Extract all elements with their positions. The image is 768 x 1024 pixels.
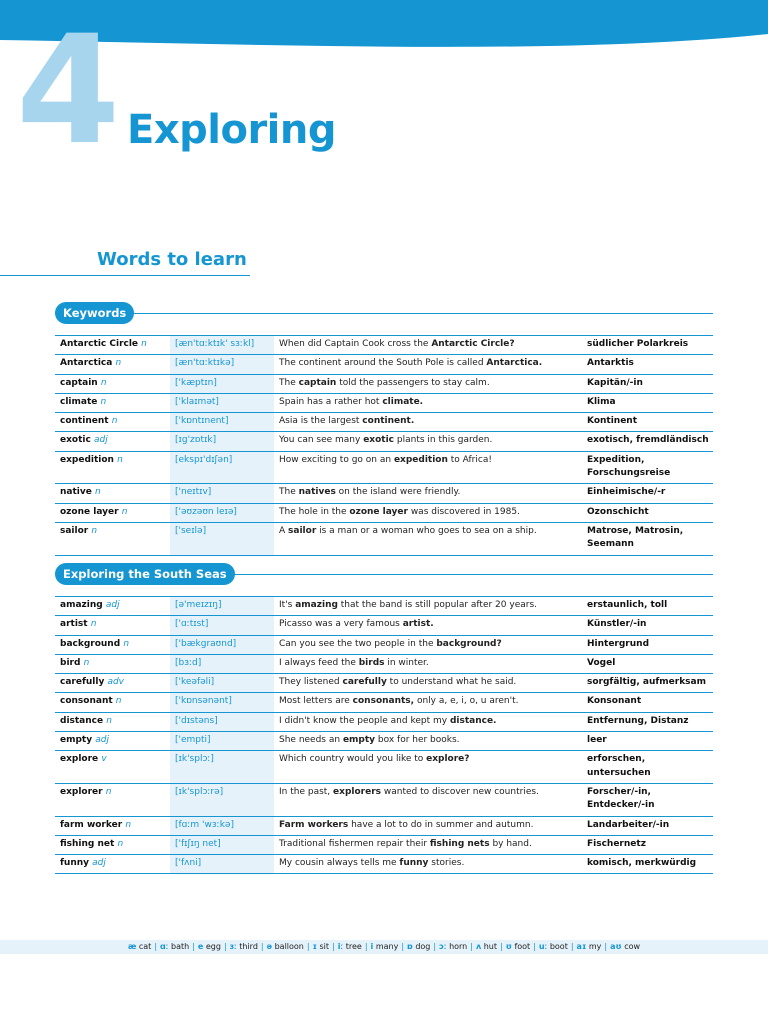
example-sentence xyxy=(274,635,582,654)
example-sentence xyxy=(274,835,582,854)
phonetic-example-word: balloon xyxy=(274,942,304,951)
part-of-speech: n xyxy=(141,339,147,349)
section-heading-rule xyxy=(0,275,250,276)
example-keyword: background? xyxy=(436,638,502,649)
phonetic-symbol: iː xyxy=(337,942,344,951)
part-of-speech: n xyxy=(125,819,132,830)
example-sentence xyxy=(274,693,582,712)
example-sentence xyxy=(274,374,582,393)
part-of-speech: n xyxy=(91,525,98,536)
phonetic-symbol: ə xyxy=(266,942,273,951)
phonetic-example-word: cat xyxy=(138,942,152,951)
pronunciation: [ekspɪ'dɪʃən] xyxy=(170,451,274,484)
phonetic-symbol: e xyxy=(197,942,204,951)
example-keyword: carefully xyxy=(342,677,387,688)
german-translation: Landarbeiter/-in xyxy=(587,819,670,830)
german-translation: erforschen, untersuchen xyxy=(587,754,651,778)
vocab-word-cell xyxy=(55,451,170,484)
vocab-word: explore xyxy=(60,754,99,765)
part-of-speech: n xyxy=(115,696,122,707)
example-keyword: distance. xyxy=(449,715,497,726)
vocab-word: sailor xyxy=(60,525,89,536)
example-keyword: continent. xyxy=(362,416,415,427)
phonetic-example-word: bath xyxy=(170,942,190,951)
vocab-word: distance xyxy=(60,715,104,726)
pronunciation: [ɪk'splɔː] xyxy=(170,751,274,784)
example-post: that the band is still popular after 20 years. xyxy=(337,600,537,610)
example-sentence xyxy=(274,413,582,432)
example-pre: Spain has a rather hot xyxy=(279,396,383,407)
german-translation: Konsonant xyxy=(587,696,642,707)
key-separator: | xyxy=(500,942,503,951)
german-translation: Kapitän/-in xyxy=(587,377,643,388)
vocab-word-cell xyxy=(55,432,170,451)
vocab-word-cell xyxy=(55,484,170,503)
example-sentence xyxy=(274,855,582,874)
vocab-row xyxy=(55,374,713,393)
pronunciation: ['bækgraʊnd] xyxy=(170,635,274,654)
phonetic-example-word: many xyxy=(375,942,399,951)
german-translation: sorgfältig, aufmerksam xyxy=(587,677,706,688)
example-sentence xyxy=(274,355,582,374)
example-sentence xyxy=(274,674,582,693)
pronunciation: ['seɪlə] xyxy=(170,522,274,555)
vocab-word: farm worker xyxy=(60,819,123,830)
vocab-word-cell xyxy=(55,393,170,412)
example-keyword: expedition xyxy=(393,454,448,465)
phonetic-symbol: ɔː xyxy=(439,942,447,951)
key-separator: | xyxy=(192,942,195,951)
phonetic-example-word: foot xyxy=(514,942,531,951)
pronunciation: ['fʌni] xyxy=(170,855,274,874)
vocab-word-cell xyxy=(55,374,170,393)
key-separator: | xyxy=(570,942,574,951)
phonetic-symbol: ɒ xyxy=(407,942,413,951)
vocab-word: native xyxy=(60,487,92,498)
pronunciation: [fɑːm 'wɜːkə] xyxy=(170,816,274,835)
german-translation: Expedition, Forschungsreise xyxy=(587,454,671,479)
vocab-row xyxy=(55,522,713,555)
example-pre: She needs an xyxy=(279,735,343,746)
vocab-word-cell xyxy=(55,654,170,673)
part-of-speech: adj xyxy=(95,735,109,746)
vocab-word-cell xyxy=(55,674,170,693)
german-translation: komisch, merkwürdig xyxy=(587,858,697,869)
example-keyword: climate. xyxy=(382,396,424,407)
part-of-speech: adj xyxy=(93,435,108,446)
vocab-row xyxy=(55,693,713,712)
part-of-speech: n xyxy=(121,506,128,517)
vocab-row xyxy=(55,855,713,874)
example-pre: My cousin always tells me xyxy=(279,858,400,869)
example-keyword: natives xyxy=(298,487,336,498)
vocab-word: consonant xyxy=(60,696,113,707)
example-post: is a man or a woman who goes to sea on a ship. xyxy=(316,525,537,536)
example-pre: The xyxy=(279,377,299,388)
german-translation: Ozonschicht xyxy=(587,506,649,517)
example-keyword: captain xyxy=(298,377,337,388)
vocab-word: Antarctic Circle xyxy=(60,339,139,349)
pronunciation: [ɪk'splɔːrə] xyxy=(170,783,274,816)
phonetic-symbol: aʊ xyxy=(610,942,622,951)
phonetic-example-word: my xyxy=(588,942,602,951)
example-keyword: fishing nets xyxy=(429,838,490,849)
example-keyword: consonants, xyxy=(352,696,415,707)
german-translation: Matrose, Matrosin, Seemann xyxy=(587,525,684,550)
phonetic-example-word: sit xyxy=(319,942,330,951)
part-of-speech: n xyxy=(100,377,107,388)
phonetic-example-word: dog xyxy=(415,942,431,951)
pronunciation: [bɜːd] xyxy=(170,654,274,673)
example-sentence xyxy=(274,712,582,731)
vocab-word: fishing net xyxy=(60,838,115,849)
example-pre: I didn't know the people and kept my xyxy=(279,715,450,726)
key-separator: | xyxy=(260,942,264,951)
key-separator: | xyxy=(433,942,437,951)
german-translation: Klima xyxy=(587,396,616,407)
vocab-row xyxy=(55,616,713,635)
example-sentence xyxy=(274,732,582,751)
vocab-word-cell xyxy=(55,355,170,374)
vocab-word: continent xyxy=(60,416,109,427)
example-pre: I always feed the xyxy=(279,657,359,668)
pronunciation: [ə'meɪzɪŋ] xyxy=(170,597,274,616)
vocab-word-cell xyxy=(55,522,170,555)
example-sentence xyxy=(274,783,582,816)
example-post: box for her books. xyxy=(375,735,460,746)
key-separator: | xyxy=(604,942,608,951)
pronunciation: ['ɑːtɪst] xyxy=(170,616,274,635)
example-sentence xyxy=(274,484,582,503)
example-keyword: explore? xyxy=(426,754,470,765)
key-separator: | xyxy=(223,942,227,951)
example-keyword: amazing xyxy=(295,600,338,610)
german-translation: Antarktis xyxy=(587,358,634,369)
keywords-divider xyxy=(55,313,713,314)
example-keyword: exotic xyxy=(363,435,395,446)
chapter-title: Exploring xyxy=(127,107,336,153)
example-post: by hand. xyxy=(489,838,532,849)
phonetic-symbol: ɪ xyxy=(312,942,317,951)
vocab-row xyxy=(55,783,713,816)
phonetic-symbol: uː xyxy=(538,942,548,951)
example-pre: Asia is the largest xyxy=(279,416,363,427)
example-sentence xyxy=(274,336,582,355)
pronunciation: ['empti] xyxy=(170,732,274,751)
example-pre: A xyxy=(279,525,289,536)
example-pre: Which country would you like to xyxy=(279,754,427,765)
example-sentence xyxy=(274,432,582,451)
vocab-word-cell xyxy=(55,336,170,355)
part-of-speech: adj xyxy=(92,858,106,869)
example-post: wanted to discover new countries. xyxy=(381,786,539,797)
vocab-row xyxy=(55,712,713,731)
vocab-word: carefully xyxy=(60,677,105,688)
german-translation: exotisch, fremdländisch xyxy=(587,435,709,446)
part-of-speech: n xyxy=(117,454,123,465)
example-post: was discovered in 1985. xyxy=(407,506,520,517)
vocab-word-cell xyxy=(55,855,170,874)
part-of-speech: n xyxy=(115,358,122,369)
pronunciation: ['keəfəli] xyxy=(170,674,274,693)
keywords-label: Keywords xyxy=(55,302,134,324)
section-heading: Words to learn xyxy=(97,249,247,270)
vocab-row xyxy=(55,484,713,503)
part-of-speech: adv xyxy=(107,677,125,688)
vocab-word: captain xyxy=(60,377,98,388)
keywords-table xyxy=(55,335,713,556)
example-pre: Can you see the two people in the xyxy=(279,638,437,649)
vocab-word-cell xyxy=(55,693,170,712)
south-seas-table xyxy=(55,596,713,874)
key-separator: | xyxy=(470,942,473,951)
part-of-speech: adj xyxy=(105,600,120,610)
vocab-row xyxy=(55,451,713,484)
example-post: have a lot to do in summer and autumn. xyxy=(348,819,534,830)
example-post: stories. xyxy=(428,858,465,869)
vocab-row xyxy=(55,751,713,784)
vocab-word: explorer xyxy=(60,786,103,797)
example-sentence xyxy=(274,451,582,484)
vocab-word-cell xyxy=(55,783,170,816)
chapter-number: 4 xyxy=(16,4,117,178)
phonetic-example-word: tree xyxy=(345,942,362,951)
german-translation: Forscher/-in, Entdecker/-in xyxy=(587,786,655,811)
phonetic-example-word: horn xyxy=(449,942,468,951)
example-sentence xyxy=(274,503,582,522)
phonetic-example-word: egg xyxy=(205,942,221,951)
pronunciation: ['fɪʃɪŋ net] xyxy=(170,835,274,854)
vocab-row xyxy=(55,336,713,355)
example-pre: When did Captain Cook cross the xyxy=(279,339,432,349)
example-keyword: ozone layer xyxy=(349,506,408,517)
vocab-word: empty xyxy=(60,735,93,746)
vocab-word: background xyxy=(60,638,121,649)
key-separator: | xyxy=(332,942,335,951)
pronunciation: ['neɪtɪv] xyxy=(170,484,274,503)
pronunciation: [ɪg'zɒtɪk] xyxy=(170,432,274,451)
key-separator: | xyxy=(154,942,158,951)
phonetic-symbol: æ xyxy=(127,942,137,951)
vocab-row xyxy=(55,413,713,432)
part-of-speech: n xyxy=(83,657,90,668)
example-keyword: empty xyxy=(342,735,376,746)
phonetic-key xyxy=(0,940,768,954)
phonetic-example-word: cow xyxy=(624,942,641,951)
part-of-speech: n xyxy=(100,396,107,407)
example-post: in winter. xyxy=(384,657,429,668)
phonetic-example-word: hut xyxy=(483,942,497,951)
vocab-word: expedition xyxy=(60,454,114,465)
vocab-row xyxy=(55,654,713,673)
pronunciation: [æn'tɑːktɪkə] xyxy=(170,355,274,374)
vocab-word: ozone layer xyxy=(60,506,119,517)
example-sentence xyxy=(274,751,582,784)
vocab-word-cell xyxy=(55,732,170,751)
vocab-word: funny xyxy=(60,858,90,869)
pronunciation: ['əʊzəʊn leɪə] xyxy=(170,503,274,522)
vocab-row xyxy=(55,393,713,412)
example-pre: The hole in the xyxy=(279,506,350,517)
pronunciation: ['kæptɪn] xyxy=(170,374,274,393)
vocab-word: exotic xyxy=(60,435,91,446)
pronunciation: ['klaɪmət] xyxy=(170,393,274,412)
pronunciation: ['kɒnsənənt] xyxy=(170,693,274,712)
german-translation: Entfernung, Distanz xyxy=(587,715,689,726)
german-translation: Einheimische/-r xyxy=(587,487,666,498)
german-translation: südlicher Polarkreis xyxy=(587,339,689,349)
vocab-word: artist xyxy=(60,619,88,630)
german-translation: Kontinent xyxy=(587,416,638,427)
pronunciation: [æn'tɑːktɪk' sɜːkl] xyxy=(170,336,274,355)
example-sentence xyxy=(274,393,582,412)
pronunciation: ['dɪstəns] xyxy=(170,712,274,731)
phonetic-symbol: ɑː xyxy=(160,942,169,951)
example-sentence xyxy=(274,522,582,555)
vocab-word: bird xyxy=(60,657,81,668)
phonetic-example-word: third xyxy=(239,942,258,951)
vocab-word-cell xyxy=(55,413,170,432)
example-keyword: explorers xyxy=(333,786,381,797)
phonetic-symbol: i xyxy=(370,942,374,951)
phonetic-example-word: boot xyxy=(549,942,568,951)
vocab-word-cell xyxy=(55,712,170,731)
example-post: on the island were friendly. xyxy=(335,487,461,498)
key-separator: | xyxy=(364,942,368,951)
part-of-speech: n xyxy=(105,786,112,797)
example-keyword: Farm workers xyxy=(279,819,349,830)
example-pre: In the past, xyxy=(279,786,334,797)
key-separator: | xyxy=(306,942,310,951)
example-pre: It's xyxy=(279,600,296,610)
vocab-word: amazing xyxy=(60,600,103,610)
pronunciation: ['kɒntɪnent] xyxy=(170,413,274,432)
example-keyword: birds xyxy=(358,657,385,668)
vocab-row xyxy=(55,816,713,835)
vocab-row xyxy=(55,835,713,854)
example-pre: The xyxy=(279,487,299,498)
example-sentence xyxy=(274,654,582,673)
vocab-word: Antarctica xyxy=(60,358,113,369)
phonetic-symbol: ʊ xyxy=(505,942,512,951)
example-post: plants in this garden. xyxy=(394,435,493,446)
key-separator: | xyxy=(533,942,536,951)
key-separator: | xyxy=(401,942,405,951)
part-of-speech: n xyxy=(90,619,97,630)
vocab-word-cell xyxy=(55,503,170,522)
vocab-row xyxy=(55,355,713,374)
part-of-speech: n xyxy=(117,838,124,849)
german-translation: erstaunlich, toll xyxy=(587,600,668,610)
vocab-row xyxy=(55,432,713,451)
example-keyword: artist. xyxy=(402,619,434,630)
example-post: to understand what he said. xyxy=(386,677,517,688)
example-pre: The continent around the South Pole is called xyxy=(279,358,487,369)
example-keyword: sailor xyxy=(288,525,317,536)
vocab-word-cell xyxy=(55,597,170,616)
example-pre: You can see many xyxy=(279,435,364,446)
example-sentence xyxy=(274,597,582,616)
phonetic-symbol: aɪ xyxy=(576,942,587,951)
example-sentence xyxy=(274,616,582,635)
example-sentence xyxy=(274,816,582,835)
vocab-word-cell xyxy=(55,616,170,635)
vocab-row xyxy=(55,503,713,522)
vocab-word-cell xyxy=(55,751,170,784)
example-keyword: Antarctic Circle? xyxy=(431,339,515,349)
part-of-speech: n xyxy=(111,416,118,427)
phonetic-symbol: ʌ xyxy=(475,942,482,951)
example-post: to Africa! xyxy=(447,454,492,465)
vocab-row xyxy=(55,597,713,616)
example-keyword: funny xyxy=(399,858,429,869)
part-of-speech: n xyxy=(94,487,101,498)
example-pre: Most letters are xyxy=(279,696,353,707)
example-pre: How exciting to go on an xyxy=(279,454,394,465)
south-seas-label: Exploring the South Seas xyxy=(55,563,235,585)
part-of-speech: n xyxy=(123,638,130,649)
vocab-word-cell xyxy=(55,816,170,835)
example-pre: Picasso was a very famous xyxy=(279,619,403,630)
example-keyword: Antarctica. xyxy=(486,358,543,369)
vocab-word: climate xyxy=(60,396,98,407)
vocab-row xyxy=(55,635,713,654)
example-pre: Traditional fishermen repair their xyxy=(279,838,430,849)
german-translation: leer xyxy=(587,735,607,746)
part-of-speech: n xyxy=(106,715,112,726)
german-translation: Fischernetz xyxy=(587,838,646,849)
vocab-row xyxy=(55,732,713,751)
example-pre: They listened xyxy=(279,677,343,688)
vocab-word-cell xyxy=(55,635,170,654)
german-translation: Vogel xyxy=(587,657,616,668)
vocab-row xyxy=(55,674,713,693)
phonetic-symbol: ɜː xyxy=(229,942,237,951)
example-post: told the passengers to stay calm. xyxy=(336,377,490,388)
vocab-word-cell xyxy=(55,835,170,854)
part-of-speech: v xyxy=(101,754,107,765)
german-translation: Hintergrund xyxy=(587,638,650,649)
german-translation: Künstler/-in xyxy=(587,619,647,630)
example-post: only a, e, i, o, u aren't. xyxy=(414,696,519,707)
